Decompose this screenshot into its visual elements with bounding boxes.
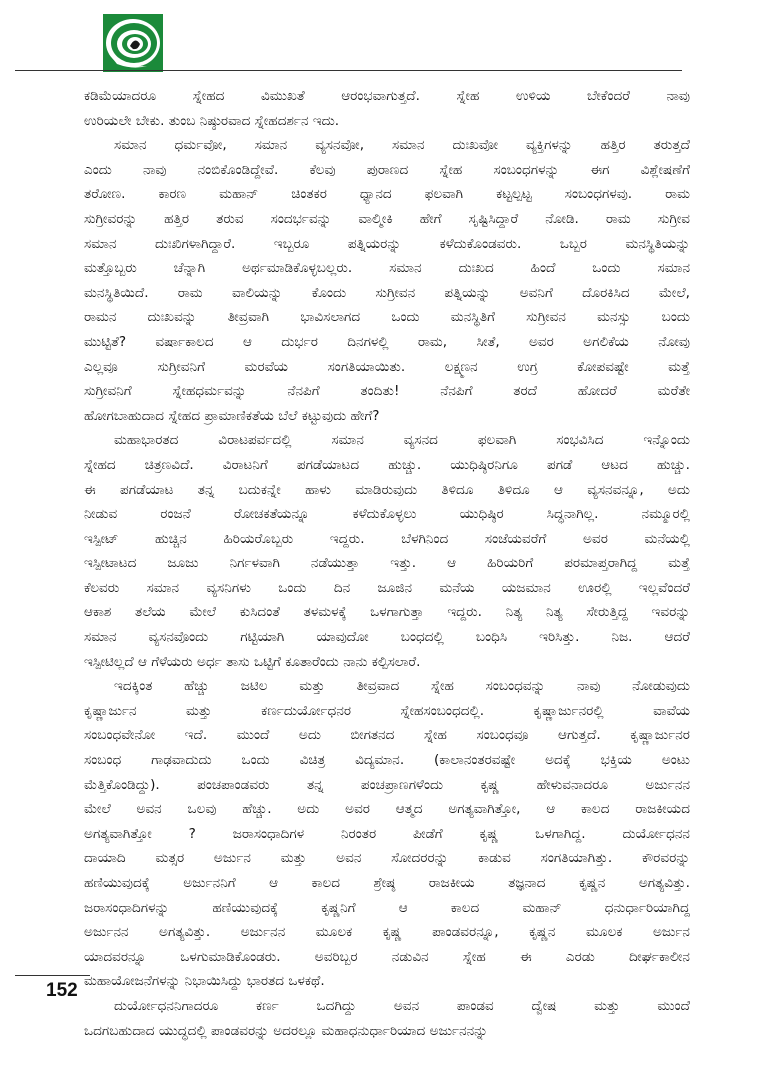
footer-rule (15, 975, 90, 976)
paragraph (84, 674, 690, 994)
body-text (84, 84, 690, 1043)
text-line: ಸಮಾನ ವ್ಯಸನವೊಂದು ಗಟ್ಟಿಯಾಗಿ ಯಾವುದೋ ಬಂಧದಲ್ಲಿ ಬಂಧಿಸಿ ಇರಿಸಿತ್ತು. ನಿಜ. ಆದರೆ (84, 629, 690, 646)
text-line: ಒದಗಬಹುದಾದ ಯುದ್ಧದಲ್ಲಿ ಪಾಂಡವರನ್ನು ಅದರಲ್ಲೂ ಮಹಾಧನುರ್ಧಾರಿಯಾದ ಅರ್ಜುನನನ್ನು (84, 1022, 488, 1039)
text-line: ಜರಾಸಂಧಾದಿಗಳನ್ನು ಹಣಿಯುವುದಕ್ಕೆ ಕೃಷ್ಣನಿಗೆ ಆ ಕಾಲದ ಮಹಾನ್ ಧನುರ್ಧಾರಿಯಾಗಿದ್ದ (84, 899, 690, 916)
text-line: ನೀಡುವ ರಂಜನೆ ರೋಚಕತೆಯನ್ನೂ ಕಳೆದುಕೊಳ್ಳಲು ಯುಧಿಷ್ಠಿರ ಸಿದ್ಧನಾಗಿಲ್ಲ. ನಮ್ಮೂರಲ್ಲಿ (84, 506, 690, 523)
text-line: ಮನಸ್ಥಿತಿಯಿದೆ. ರಾಮ ವಾಲಿಯನ್ನು ಕೊಂದು ಸುಗ್ರೀವನ ಪತ್ನಿಯನ್ನು ಅವನಿಗೆ ದೊರಕಿಸಿದ ಮೇಲೆ, (84, 284, 690, 301)
header-rule (15, 70, 682, 71)
text-line: ದಾಯಾದಿ ಮತ್ಸರ ಅರ್ಜುನ ಮತ್ತು ಅವನ ಸೋದರರನ್ನು ಕಾಡುವ ಸಂಗತಿಯಾಗಿತ್ತು. ಕೌರವರನ್ನು (84, 850, 690, 867)
text-line: ಇಸ್ಪೀಟ್ ಹುಚ್ಚಿನ ಹಿರಿಯರೊಬ್ಬರು ಇದ್ದರು. ಬೆಳಗಿನಿಂದ ಸಂಜೆಯವರೆಗೆ ಅವರ ಮನೆಯಲ್ಲಿ (84, 530, 690, 547)
text-line: ಸಂಬಂಧವೇನೋ ಇದೆ. ಮುಂದೆ ಅದು ಬೀಗತನದ ಸ್ನೇಹ ಸಂಬಂಧವೂ ಆಗುತ್ತದೆ. ಕೃಷ್ಣಾರ್ಜುನರ (84, 727, 690, 744)
text-line: ಸಮಾನ ದುಃಖಿಗಳಾಗಿದ್ದಾರೆ. ಇಬ್ಬರೂ ಪತ್ನಿಯರನ್ನು ಕಳೆದುಕೊಂಡವರು. ಒಬ್ಬರ ಮನಸ್ಥಿತಿಯನ್ನು (84, 235, 690, 252)
text-line: ಸುಗ್ರೀವನಿಗೆ ಸ್ನೇಹಧರ್ಮವನ್ನು ನೆನಪಿಗೆ ತಂದಿತು! ನೆನಪಿಗೆ ತರದೆ ಹೋದರೆ ಮರೆತೇ (84, 383, 690, 400)
green-swirl-eye-logo-icon (103, 14, 163, 72)
text-line: ರಾಮನ ದುಃಖವನ್ನು ತೀವ್ರವಾಗಿ ಭಾವಿಸಲಾಗದ ಒಂದು ಮನಸ್ಥಿತಿಗೆ ಸುಗ್ರೀವನ ಮನಸ್ಸು ಬಂದು (84, 309, 690, 326)
paragraph (84, 84, 690, 133)
text-line: ಇದಕ್ಕಿಂತ ಹೆಚ್ಚು ಜಟಿಲ ಮತ್ತು ತೀವ್ರವಾದ ಸ್ನೇಹ ಸಂಬಂಧವನ್ನು ನಾವು ನೋಡುವುದು (114, 678, 690, 695)
paragraph (84, 428, 690, 674)
text-line: ಈ ಪಗಡೆಯಾಟ ತನ್ನ ಬದುಕನ್ನೇ ಹಾಳು ಮಾಡಿರುವುದು ತಿಳಿದೂ ತಿಳಿದೂ ಆ ವ್ಯಸನವನ್ನೂ, ಅದು (84, 481, 690, 498)
text-line: ಮೇಲೆ ಅವನ ಒಲವು ಹೆಚ್ಚು. ಅದು ಅವರ ಆತ್ಮದ ಅಗತ್ಯವಾಗಿತ್ತೋ, ಆ ಕಾಲದ ರಾಜಕೀಯದ (84, 801, 690, 818)
text-line: ಸಂಬಂಧ ಗಾಢವಾದುದು ಒಂದು ವಿಚಿತ್ರ ವಿದ್ಯಮಾನ. (ಕಾಲಾನಂತರವಷ್ಟೇ ಅದಕ್ಕೆ ಭಕ್ತಿಯ ಅಂಟು (84, 752, 690, 769)
text-line: ಮೆತ್ತಿಕೊಂಡಿದ್ದು). ಪಂಚಪಾಂಡವರು ತನ್ನ ಪಂಚಪ್ರಾಣಗಳೆಂದು ಕೃಷ್ಣ ಹೇಳುವನಾದರೂ ಅರ್ಜುನನ (84, 776, 690, 793)
text-line: ಹಣಿಯುವುದಕ್ಕೆ ಅರ್ಜುನನಿಗೆ ಆ ಕಾಲದ ಶ್ರೇಷ್ಠ ರಾಜಕೀಯ ತಜ್ಞನಾದ ಕೃಷ್ಣನ ಅಗತ್ಯವಿತ್ತು. (84, 875, 690, 891)
text-line: ಮಹಾಯೋಜನೆಗಳನ್ನು ನಿಭಾಯಿಸಿದ್ದು ಭಾರತದ ಒಳಕಥೆ. (84, 973, 325, 990)
text-line: ಸಮಾನ ಧರ್ಮವೋ, ಸಮಾನ ವ್ಯಸನವೋ, ಸಮಾನ ದುಃಖವೋ ವ್ಯಕ್ತಿಗಳನ್ನು ಹತ್ತಿರ ತರುತ್ತದೆ (114, 137, 690, 154)
text-line: ಸುಗ್ರೀವರನ್ನು ಹತ್ತಿರ ತರುವ ಸಂದರ್ಭವನ್ನು ವಾಲ್ಮೀಕಿ ಹೇಗೆ ಸೃಷ್ಟಿಸಿದ್ದಾರೆ ನೋಡಿ. ರಾಮ ಸುಗ್ರೀವ (84, 210, 690, 227)
page-number: 152 (46, 980, 78, 1001)
text-line: ಅಗತ್ಯವಾಗಿತ್ತೋ ? ಜರಾಸಂಧಾದಿಗಳ ನಿರಂತರ ಪೀಡೆಗೆ ಕೃಷ್ಣ ಒಳಗಾಗಿದ್ದ. ದುರ್ಯೋಧನನ (84, 825, 690, 842)
text-line: ಅರ್ಜುನನ ಅಗತ್ಯವಿತ್ತು. ಅರ್ಜುನನ ಮೂಲಕ ಕೃಷ್ಣ ಪಾಂಡವರನ್ನೂ, ಕೃಷ್ಣನ ಮೂಲಕ ಅರ್ಜುನ (84, 924, 690, 941)
text-line: ಮತ್ತೊಬ್ಬರು ಚೆನ್ನಾಗಿ ಅರ್ಥಮಾಡಿಕೊಳ್ಳಬಲ್ಲರು. ಸಮಾನ ದುಃಖದ ಹಿಂದೆ ಒಂದು ಸಮಾನ (84, 260, 690, 277)
text-line: ಮುಟ್ಟಿತೆ? ವರ್ಷಾಕಾಲದ ಆ ದುರ್ಭರ ದಿನಗಳಲ್ಲಿ ರಾಮ, ಸೀತೆ, ಅವರ ಅಗಲಿಕೆಯ ನೋವು (84, 333, 690, 350)
text-line: ಸ್ನೇಹದ ಚಿತ್ರಣವಿದೆ. ವಿರಾಟನಿಗೆ ಪಗಡೆಯಾಟದ ಹುಚ್ಚು. ಯುಧಿಷ್ಠಿರನಿಗೂ ಪಗಡೆ ಆಟದ ಹುಚ್ಚು. (84, 456, 690, 473)
text-line: ಆಕಾಶ ತಲೆಯ ಮೇಲೆ ಕುಸಿದಂತೆ ತಳಮಳಕ್ಕೆ ಒಳಗಾಗುತ್ತಾ ಇದ್ದರು. ನಿತ್ಯ ನಿತ್ಯ ಸೇರುತ್ತಿದ್ದ ಇವರನ್ನು (84, 604, 690, 621)
text-line: ಕೆಲವರು ಸಮಾನ ವ್ಯಸನಿಗಳು ಒಂದು ದಿನ ಜೂಜಿನ ಮನೆಯ ಯಜಮಾನ ಊರಲ್ಲಿ ಇಲ್ಲವೆಂದರೆ (84, 579, 690, 596)
text-line: ಉರಿಯಲೇ ಬೇಕು. ತುಂಬ ನಿಷ್ಠುರವಾದ ಸ್ನೇಹದರ್ಶನ ಇದು. (84, 112, 340, 129)
text-line: ಕೃಷ್ಣಾರ್ಜುನ ಮತ್ತು ಕರ್ಣದುರ್ಯೋಧನರ ಸ್ನೇಹಸಂಬಂಧದಲ್ಲಿ. ಕೃಷ್ಣಾರ್ಜುನರಲ್ಲಿ ವಾವೆಯ (84, 702, 690, 719)
text-line: ಎಲ್ಲವೂ ಸುಗ್ರೀವನಿಗೆ ಮರವೆಯ ಸಂಗತಿಯಾಯಿತು. ಲಕ್ಷ್ಮಣನ ಉಗ್ರ ಕೋಪವಷ್ಟೇ ಮತ್ತೆ (84, 358, 690, 375)
text-line: ದುರ್ಯೋಧನನಿಗಾದರೂ ಕರ್ಣ ಒದಗಿದ್ದು ಅವನ ಪಾಂಡವ ದ್ವೇಷ ಮತ್ತು ಮುಂದೆ (114, 997, 690, 1014)
text-line: ಮಹಾಭಾರತದ ವಿರಾಟಪರ್ವದಲ್ಲಿ ಸಮಾನ ವ್ಯಸನದ ಫಲವಾಗಿ ಸಂಭವಿಸಿದ ಇನ್ನೊಂದು (114, 432, 690, 449)
text-line: ಇಸ್ಪೀಟಿಲ್ಲದೆ ಆ ಗೆಳೆಯರು ಅರ್ಧ ತಾಸು ಒಟ್ಟಿಗೆ ಕೂತಾರೆಂದು ನಾನು ಕಲ್ಪಿಸಲಾರೆ. (84, 653, 421, 670)
paragraph (84, 133, 690, 428)
text-line: ಹೋಗಬಾಹುದಾದ ಸ್ನೇಹದ ಪ್ರಾಮಾಣಿಕತೆಯ ಬೆಲೆ ಕಟ್ಟುವುದು ಹೇಗೆ? (84, 407, 380, 424)
text-line: ಎಂದು ನಾವು ನಂಬಿಕೊಂಡಿದ್ದೇವೆ. ಕೆಲವು ಪುರಾಣದ ಸ್ನೇಹ ಸಂಬಂಧಗಳನ್ನು ಈಗ ವಿಶ್ಲೇಷಣೆಗೆ (84, 161, 690, 178)
paragraph (84, 994, 690, 1043)
text-line: ಯಾದವರನ್ನೂ ಒಳಗುಮಾಡಿಕೊಂಡರು. ಅವರಿಬ್ಬರ ನಡುವಿನ ಸ್ನೇಹ ಈ ಎರಡು ದೀರ್ಘಕಾಲೀನ (84, 948, 690, 965)
text-line: ಇಸ್ಪೀಟಾಟದ ಜೂಜು ನಿರ್ಗಳವಾಗಿ ನಡೆಯುತ್ತಾ ಇತ್ತು. ಆ ಹಿರಿಯರಿಗೆ ಪರಮಾಪ್ತರಾಗಿದ್ದ ಮತ್ತೆ (84, 555, 690, 572)
text-line: ಕಡಿಮೆಯಾದರೂ ಸ್ನೇಹದ ವಿಮುಖತೆ ಆರಂಭವಾಗುತ್ತದೆ. ಸ್ನೇಹ ಉಳಿಯ ಬೇಕೆಂದರೆ ನಾವು (84, 88, 690, 104)
text-line: ತರೋಣ. ಕಾರಣ ಮಹಾನ್ ಚಿಂತಕರ ಧ್ಯಾನದ ಫಲವಾಗಿ ಕಟ್ಟಲ್ಪಟ್ಟ ಸಂಬಂಧಗಳವು. ರಾಮ (84, 186, 690, 203)
